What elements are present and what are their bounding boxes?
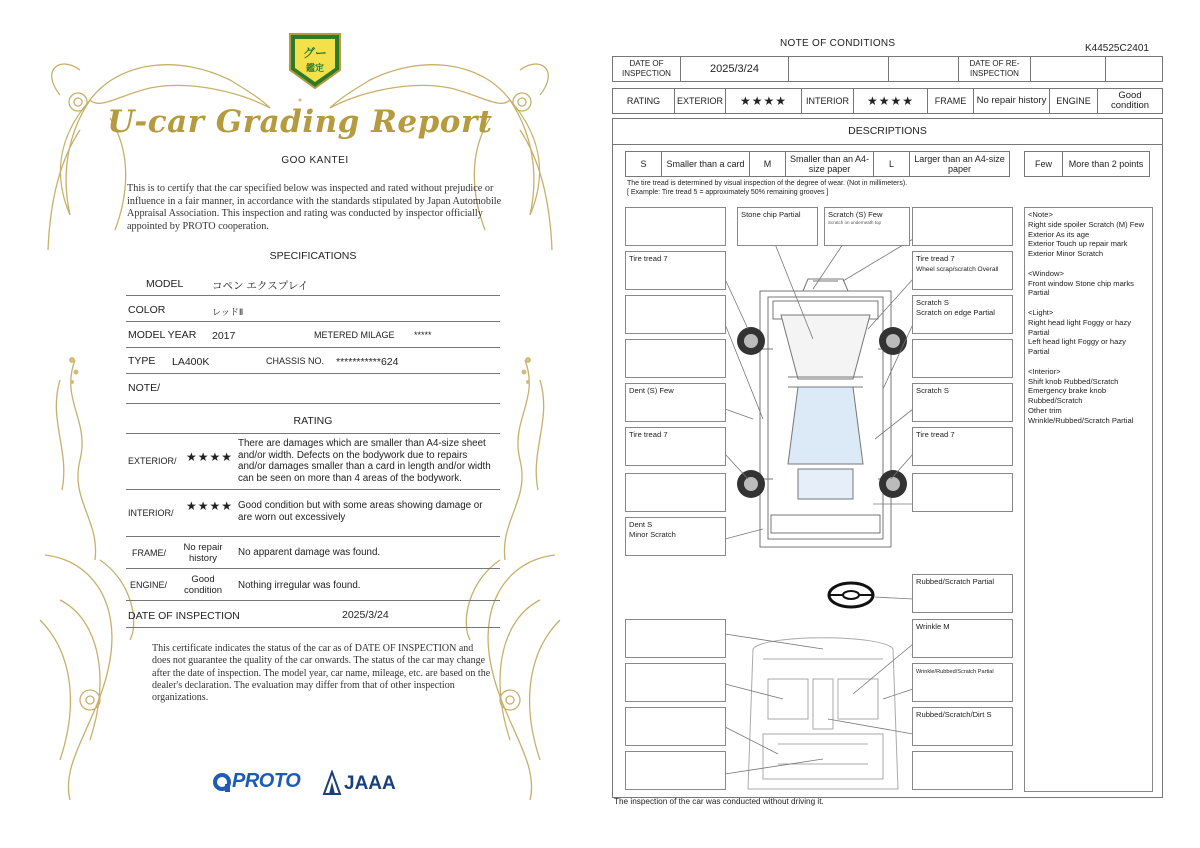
comment-rubbed-dirt: Rubbed/Scratch/Dirt S xyxy=(916,710,992,719)
legend-l-desc: Larger than an A4-size paper xyxy=(910,152,1010,177)
comment-box-blank xyxy=(625,707,726,746)
comment-box xyxy=(625,427,726,466)
comment-box-blank xyxy=(625,339,726,378)
note-of-conditions xyxy=(600,0,1200,848)
rating-row-exterior xyxy=(126,434,500,490)
tire-tread-note-line1: The tire tread is determined by visual inspection of the degree of wear. (Not in millimeters). xyxy=(627,180,908,187)
comment-scratch-edge: Scratch on edge Partial xyxy=(916,308,995,317)
color-value: レッドⅡ xyxy=(212,307,244,317)
interior-label: INTERIOR xyxy=(802,89,854,114)
comment-box-blank xyxy=(625,295,726,334)
interior-stars: ★★★★ xyxy=(186,499,234,513)
descriptions-heading: DESCRIPTIONS xyxy=(848,125,927,137)
comment-box-blank xyxy=(912,751,1013,790)
engine-label: ENGINE xyxy=(1050,89,1098,114)
comment-box xyxy=(824,207,910,246)
noc-code: K44525C2401 xyxy=(1085,43,1149,54)
comment-box-blank xyxy=(912,207,1013,246)
noc-title: NOTE OF CONDITIONS xyxy=(780,38,896,49)
note-label: NOTE/ xyxy=(128,382,161,394)
notes-panel xyxy=(1024,207,1153,792)
engine-value: Good condition xyxy=(1098,89,1163,114)
frame-label: FRAME xyxy=(928,89,974,114)
comment-box-blank xyxy=(625,663,726,702)
rating-summary-table xyxy=(612,88,1163,114)
certificate-intro: This is to certify that the car specified below was inspected and rated without prejudice or influence in a fair manner, in accordance with the standards stipulated by Japan Automobile Appraisal Association. This inspection and rating was conducted by inspector officially appointed by PROTO cooperation. xyxy=(127,183,502,233)
chassis-value: ***********624 xyxy=(336,356,399,368)
comment-box-blank xyxy=(625,751,726,790)
interior-stars: ★★★★ xyxy=(854,89,928,114)
spec-row-model xyxy=(126,270,500,296)
spec-row-year xyxy=(126,322,500,348)
comment-wrinkle-rubbed: Wrinkle/Rubbed/Scratch Partial xyxy=(916,669,994,675)
report-title: U-car Grading Report xyxy=(107,104,493,140)
interior-label: INTERIOR/ xyxy=(128,508,174,518)
legend-s: S xyxy=(626,152,662,177)
comment-box xyxy=(912,619,1013,658)
comment-box xyxy=(912,383,1013,422)
comment-box-blank xyxy=(625,207,726,246)
steering-wheel-icon xyxy=(829,583,873,607)
comment-tire-fl: Tire tread 7 xyxy=(629,254,668,263)
notes-text: <Note> Right side spoiler Scratch (M) Few Exterior As its age Exterior Touch up repair mark Exterior Minor Scratch <Window> Front window Stone chip marks Partial <Light> Right head light Foggy or hazy Partial Left head light Foggy or hazy Partial <Interior> Shift knob Rubbed/Scratch Emergency brake knob Rubbed/Scratch Other trim Wrinkle/Rubbed/Scratch Partial xyxy=(1028,210,1145,425)
svg-text:グー: グー xyxy=(302,46,328,60)
comment-stone-chip: Stone chip Partial xyxy=(741,210,801,219)
comment-scratch-few: Scratch (S) Few xyxy=(828,210,883,219)
model-year-value: 2017 xyxy=(212,330,236,342)
exterior-label: EXTERIOR xyxy=(675,89,726,114)
comment-tire-fr: Tire tread 7 xyxy=(916,254,955,263)
engine-description: Nothing irregular was found. xyxy=(238,580,361,591)
comment-wheel-scrap: Wheel scrap/scratch Overall xyxy=(916,266,999,273)
comment-box xyxy=(625,517,726,556)
report-subtitle: GOO KANTEI xyxy=(281,155,349,166)
comment-box xyxy=(737,207,818,246)
legend-m: M xyxy=(750,152,786,177)
exterior-stars: ★★★★ xyxy=(186,450,234,464)
descriptions-panel xyxy=(612,118,1163,798)
legend-few: Few xyxy=(1025,152,1063,177)
rating-row-interior xyxy=(126,490,500,537)
comment-minor-scratch: Minor Scratch xyxy=(629,530,676,539)
comment-box xyxy=(912,574,1013,613)
noc-footer: The inspection of the car was conducted without driving it. xyxy=(614,797,824,806)
rating-row-engine xyxy=(126,569,500,601)
interior-description: Good condition but with some areas showing damage or are worn out excessively xyxy=(238,500,483,523)
frame-value: No repair history xyxy=(974,89,1050,114)
blank-cell xyxy=(1031,57,1106,82)
date-of-inspection-label: DATE OF INSPECTION xyxy=(128,610,240,622)
comment-scratch-s-edge: Scratch S xyxy=(916,298,949,307)
comment-box xyxy=(912,427,1013,466)
comment-box-blank xyxy=(625,619,726,658)
date-of-inspection-label: DATE OF INSPECTION xyxy=(613,57,681,82)
proto-logo-text: PROTO xyxy=(232,770,301,792)
quantity-legend xyxy=(1024,151,1150,177)
model-year-label: MODEL YEAR xyxy=(128,329,197,341)
comment-box xyxy=(912,707,1013,746)
frame-value: No repair history xyxy=(183,542,223,564)
spec-row-note xyxy=(126,374,500,404)
engine-label: ENGINE/ xyxy=(130,580,168,590)
comment-scratch-s-right: Scratch S xyxy=(916,386,949,395)
spec-row-color xyxy=(126,296,500,322)
legend-few-desc: More than 2 points xyxy=(1063,152,1150,177)
exterior-label: EXTERIOR/ xyxy=(128,456,177,466)
comment-dent-few: Dent (S) Few xyxy=(629,386,674,395)
engine-value: Good condition xyxy=(183,574,223,596)
rating-row-frame xyxy=(126,537,500,569)
date-of-inspection-value: 2025/3/24 xyxy=(681,57,789,82)
rating-heading: RATING xyxy=(293,415,333,427)
tire-tread-note-line2: [ Example: Tire tread 5 = approximately 50% remaining grooves ] xyxy=(627,189,829,196)
date-of-inspection-value: 2025/3/24 xyxy=(342,609,389,621)
inspection-date-table xyxy=(612,56,1163,82)
comment-box xyxy=(625,251,726,290)
legend-l: L xyxy=(874,152,910,177)
jaaa-logo-text: JAAA xyxy=(344,773,396,794)
comment-scratch-few-sub: Scratch on underneath top xyxy=(828,220,882,225)
rating-row-date xyxy=(126,601,500,628)
comment-box xyxy=(912,251,1013,290)
spec-row-type xyxy=(126,348,500,374)
blank-cell xyxy=(889,57,959,82)
legend-m-desc: Smaller than an A4-size paper xyxy=(786,152,874,177)
blank-cell xyxy=(789,57,889,82)
certificate-footer: This certificate indicates the status of the car as of DATE OF INSPECTION and does not guarantee the quality of the car onwards. The status of the car may change after the date of inspection. The model year, car name, mileage, etc. are based on the dealer's declaration. The evaluation may differ from that of other inspection organizations. xyxy=(152,643,491,704)
exterior-description: There are damages which are smaller than A4-size sheet and/or width. Defects on the bodywork due to repairs and/or damages smaller than a card in length and/or width can be seen on more than 4 areas of the bodywork. xyxy=(238,438,491,484)
color-label: COLOR xyxy=(128,304,166,316)
goo-kantei-badge-icon xyxy=(286,30,344,92)
specifications-heading: SPECIFICATIONS xyxy=(269,250,357,262)
blank-cell xyxy=(1106,57,1163,82)
date-of-reinspection-label: DATE OF RE-INSPECTION xyxy=(959,57,1031,82)
model-label: MODEL xyxy=(146,278,184,290)
model-value: コペン エクスプレイ xyxy=(212,280,309,292)
frame-label: FRAME/ xyxy=(132,548,167,558)
metered-milage-value: ***** xyxy=(414,330,432,340)
rating-label: RATING xyxy=(613,89,675,114)
comment-box xyxy=(912,295,1013,334)
frame-description: No apparent damage was found. xyxy=(238,547,381,558)
proto-logo-icon xyxy=(212,772,232,794)
chassis-label: CHASSIS NO. xyxy=(266,356,325,366)
comment-box xyxy=(912,663,1013,702)
comment-box-blank xyxy=(625,473,726,512)
comment-tire-rl: Tire tread 7 xyxy=(629,430,668,439)
jaaa-logo xyxy=(322,770,402,798)
comment-dent-s: Dent S xyxy=(629,520,653,529)
metered-milage-label: METERED MILAGE xyxy=(314,330,395,340)
jaaa-logo-icon xyxy=(322,770,342,796)
type-label: TYPE xyxy=(128,355,156,367)
comment-box xyxy=(625,383,726,422)
comment-box-blank xyxy=(912,473,1013,512)
svg-text:鑑定: 鑑定 xyxy=(305,64,325,74)
comment-tire-rr: Tire tread 7 xyxy=(916,430,955,439)
type-value: LA400K xyxy=(172,356,210,368)
comment-box-blank xyxy=(912,339,1013,378)
exterior-stars: ★★★★ xyxy=(726,89,802,114)
legend-s-desc: Smaller than a card xyxy=(662,152,750,177)
comment-rubbed-scratch: Rubbed/Scratch Partial xyxy=(916,577,995,586)
comment-wrinkle-m: Wrinkle M xyxy=(916,622,950,631)
